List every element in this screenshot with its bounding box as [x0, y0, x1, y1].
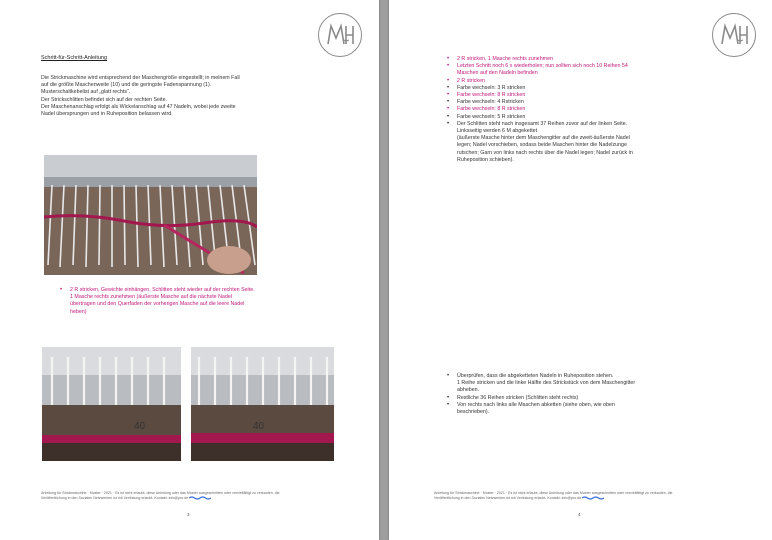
list-item: • Letzten Schritt noch 6 x wiederholen; nun sollten sich noch 10 Reihen 54 Maschen auf den Nadeln befinden	[447, 63, 628, 77]
bullet-icon: •	[447, 120, 450, 127]
document-page-left	[0, 0, 379, 540]
step-list	[445, 56, 745, 164]
bullet-icon: •	[447, 373, 450, 379]
document-page-right	[389, 0, 772, 540]
list-item: • Von rechts nach links alle Maschen abketten (siehe oben, wie oben beschrieben).	[447, 401, 615, 416]
step-list	[58, 287, 348, 316]
list-item: • Farbe wechseln: 4 Rstricken	[447, 99, 524, 106]
bullet-icon: •	[447, 56, 450, 62]
intro-paragraph	[41, 75, 331, 118]
wave-icon	[582, 496, 604, 500]
needle-number-label: 40	[134, 421, 146, 432]
step-list	[445, 373, 745, 416]
brand-logo	[318, 13, 362, 57]
bullet-icon: •	[447, 99, 450, 106]
bullet-icon: •	[447, 113, 450, 120]
intro-line: Nadel übersprungen und in Ruheposition belassen wird.	[41, 111, 173, 118]
intro-line: Die Strickmaschine wird entsprechend der Maschengröße eingestellt; in meinem Fall	[41, 75, 240, 81]
list-item: • Farbe wechseln: 3 R stricken	[447, 84, 526, 91]
intro-line: Musterschaltkebelist auf „glatt rechts“.	[41, 89, 131, 96]
page-footer: Anleitung für Strickmaschine · Muster · 2021 · Es ist nicht erlaubt, diese Anleitung oder das Muster ausgeschnitten oder vervielfältigt zu verkaufen, die Veröffentlichung in den Sozialen Netzwerken ist mit Verlinkung erlaubt. Kontakt: info@pro.de	[434, 491, 673, 500]
bullet-icon: •	[447, 394, 450, 401]
list-item: • Farbe wechseln: 8 R stricken	[447, 106, 526, 113]
list-item: • 2 R stricken	[447, 77, 485, 84]
page-footer: Anleitung für Strickmaschine · Muster · 2021 · Es ist nicht erlaubt, diese Anleitung oder das Muster ausgeschnitten oder vervielfältigt zu verkaufen, die Veröffentlichung in den Sozialen Netzwerken ist mit Verlinkung erlaubt. Kontakt: info@pro.de	[41, 491, 280, 500]
bullet-icon: •	[447, 92, 450, 99]
list-item: • Farbe wechseln: 5 R stricken	[447, 113, 526, 120]
page-number: 3	[187, 512, 190, 517]
bullet-icon: •	[447, 106, 450, 113]
knitting-detail-photo	[191, 347, 334, 461]
intro-line: Der Maschenanschlag erfolgt als Wickelanschlag auf 47 Nadeln, wobei jede zweite	[41, 103, 236, 110]
list-item-continuation: (äußerste Masche hinter dem Maschengitter auf die zweit-äußerste Nadel legen; Nadel vorschieben, sodass beide Maschen hinter die Nadelzunge rutschen; Garn von links nach rechts über die Nadel legen; Nadel zurück in Ruheposition schieben).	[457, 135, 633, 163]
page-number: 4	[578, 512, 581, 517]
list-item: • Farbe wechseln: 8 R stricken	[447, 92, 526, 99]
bullet-icon: •	[447, 77, 450, 84]
list-item: • 2 R stricken, Gewichte einhängen, Schlitten steht wieder auf der rechten Seite. 1 Masche rechts zunehmen (äußerste Masche auf die nächste Nadel übertragen und den Querfaden der vorherigen Masche auf die leere Nadel heben)	[60, 287, 255, 315]
bullet-icon: •	[447, 63, 450, 70]
needle-number-label: 40	[253, 421, 265, 432]
list-item: • Restliche 36 Reihen stricken (Schlitten steht rechts)	[447, 394, 579, 401]
intro-line: auf die größte Maschenweite (10) und die geringste Fadenspannung (1).	[41, 82, 212, 89]
list-item: • Überprüfen, dass die abgeketteten Nadeln in Ruheposition stehen. 1 Reihe stricken und die linke Hälfte des Strickstück von dem Maschengitter abheben.	[447, 373, 636, 394]
list-item: • 2 R stricken, 1 Masche rechts zunehmen	[447, 56, 553, 62]
section-heading: Schritt-für-Schritt-Anleitung	[41, 55, 108, 61]
bullet-icon: •	[60, 287, 63, 293]
wave-icon	[189, 496, 211, 500]
list-item: • Der Schlitten steht nach insgesamt 37 Reihen zuvor auf der linken Seite. Linksseitig werden 6 M abgekettet	[447, 120, 628, 135]
knitting-detail-photo	[42, 347, 181, 461]
knitting-machine-photo	[44, 155, 257, 275]
bullet-icon: •	[447, 84, 450, 91]
brand-logo	[712, 13, 756, 57]
intro-line: Der Strickschlitten befindet sich auf der rechten Seite.	[41, 96, 168, 103]
bullet-icon: •	[447, 401, 450, 408]
